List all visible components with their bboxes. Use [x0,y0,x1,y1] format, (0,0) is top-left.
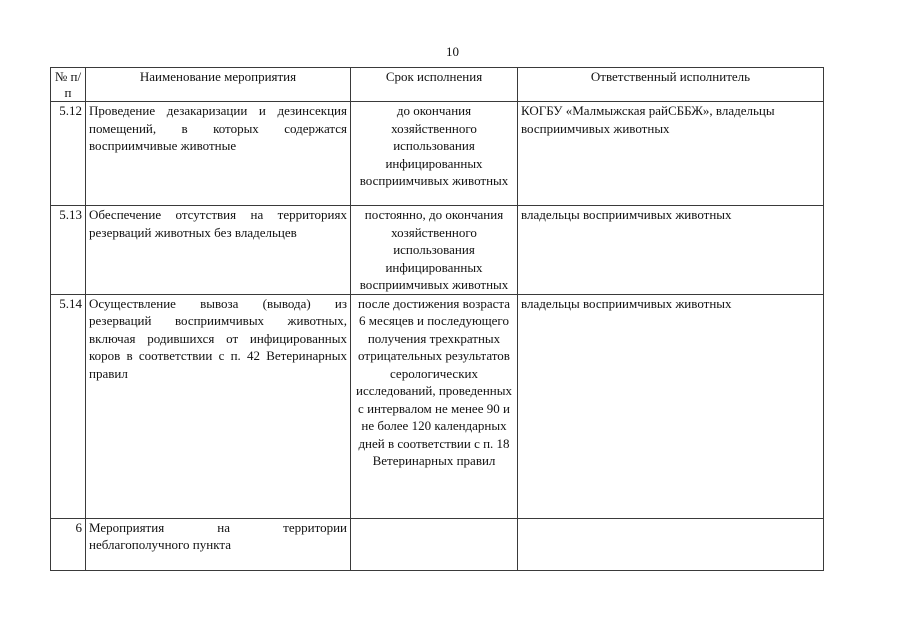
event-responsible: КОГБУ «Малмыжская райСББЖ», владельцы восприимчивых животных [518,102,824,206]
row-number: 5.12 [51,102,86,206]
header-term: Срок исполнения [351,68,518,102]
table-row [51,102,824,206]
event-name: Мероприятия на территории неблагополучного пункта [86,518,351,570]
header-num: № п/п [51,68,86,102]
event-responsible [518,518,824,570]
event-term [351,518,518,570]
event-name: Обеспечение отсутствия на территориях резерваций животных без владельцев [86,206,351,295]
event-term: постоянно, до окончания хозяйственного использования инфицированных восприимчивых животных [351,206,518,295]
table-header-row [51,68,824,102]
events-table [50,67,824,571]
event-term: до окончания хозяйственного использования инфицированных восприимчивых животных [351,102,518,206]
event-responsible: владельцы восприимчивых животных [518,294,824,518]
page-number: 10 [446,44,459,59]
header-name: Наименование мероприятия [86,68,351,102]
event-name: Осуществление вывоза (вывода) из резерваций восприимчивых животных, включая родившихся от инфицированных коров в соответствии с п. 42 Ветеринарных правил [86,294,351,518]
header-responsible: Ответственный исполнитель [518,68,824,102]
event-name: Проведение дезакаризации и дезинсекция помещений, в которых содержатся восприимчивые животные [86,102,351,206]
table-row [51,206,824,295]
table-row [51,294,824,518]
row-number: 5.13 [51,206,86,295]
row-number: 6 [51,518,86,570]
row-number: 5.14 [51,294,86,518]
event-responsible: владельцы восприимчивых животных [518,206,824,295]
table-row [51,518,824,570]
event-term: после достижения возраста 6 месяцев и последующего получения трехкратных отрицательных результатов серологических исследований, проведенных с интервалом не менее 90 и не более 120 календарных дней в соответствии с п. 18 Ветеринарных правил [351,294,518,518]
